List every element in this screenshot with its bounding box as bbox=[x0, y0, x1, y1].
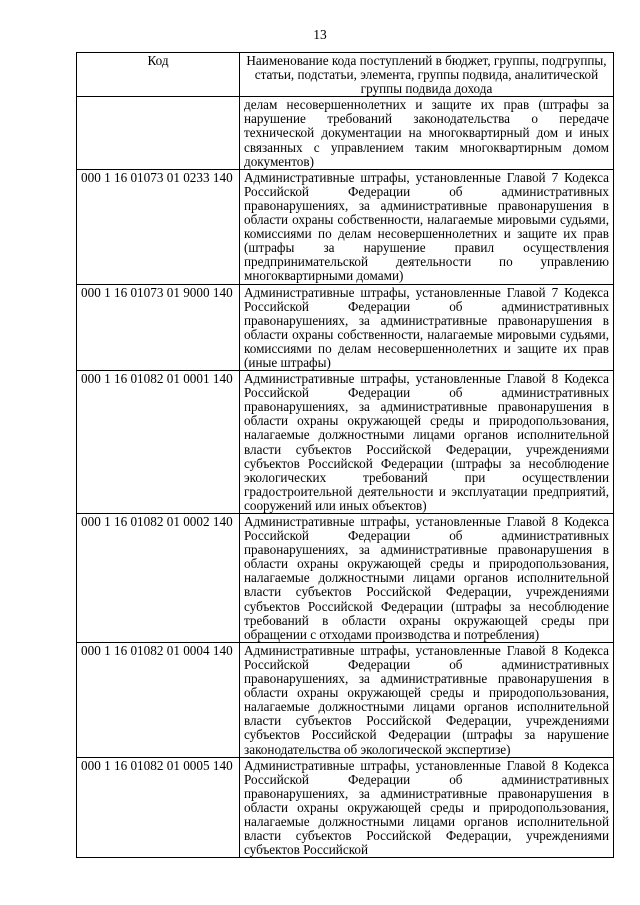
table-row bbox=[77, 97, 614, 169]
row-code: 000 1 16 01082 01 0001 140 bbox=[77, 371, 240, 514]
page-number: 13 bbox=[313, 27, 327, 42]
table-body bbox=[77, 97, 614, 858]
row-name: Административные штрафы, установленные Главой 7 Кодекса Российской Федерации об административных правонарушениях, за административные правонарушения в области охраны собственности, налагаемые мировыми судьями, комиссиями по делам несовершеннолетних и защите их прав (штрафы за нарушение правил осуществления предпринимательской деятельности по управлению многоквартирными домами) bbox=[240, 169, 614, 284]
table-row bbox=[77, 284, 614, 371]
row-name: Административные штрафы, установленные Главой 8 Кодекса Российской Федерации об административных правонарушениях, за административные правонарушения в области охраны окружающей среды и природопользования, налагаемые должностными лицами органов исполнительной власти субъектов Российской Федерации, учреждениями субъектов Российской bbox=[240, 757, 614, 858]
row-code bbox=[77, 97, 240, 169]
row-name: Административные штрафы, установленные Главой 8 Кодекса Российской Федерации об административных правонарушениях, за административные правонарушения в области охраны окружающей среды и природопользования, налагаемые должностными лицами органов исполнительной власти субъектов Российской Федерации, учреждениями субъектов Российской Федерации (штрафы за несоблюдение экологических требований при осуществлении градостроительной деятельности и эксплуатации предприятий, сооружений или иных объектов) bbox=[240, 371, 614, 514]
header-code: Код bbox=[77, 53, 240, 97]
row-code: 000 1 16 01073 01 0233 140 bbox=[77, 169, 240, 284]
table-header-row bbox=[77, 53, 614, 97]
row-code: 000 1 16 01082 01 0005 140 bbox=[77, 757, 240, 858]
row-name: делам несовершеннолетних и защите их прав (штрафы за нарушение требований законодательства о передаче технической документации на многоквартирный дом и иных связанных с управлением таким многоквартирным домом документов) bbox=[240, 97, 614, 169]
budget-income-codes-table bbox=[76, 52, 614, 858]
table-header bbox=[77, 53, 614, 97]
table-row bbox=[77, 371, 614, 514]
table-row bbox=[77, 514, 614, 643]
row-name: Административные штрафы, установленные Главой 8 Кодекса Российской Федерации об административных правонарушениях, за административные правонарушения в области охраны окружающей среды и природопользования, налагаемые должностными лицами органов исполнительной власти субъектов Российской Федерации, учреждениями субъектов Российской Федерации (штрафы за нарушение законодательства об экологической экспертизе) bbox=[240, 642, 614, 757]
header-name: Наименование кода поступлений в бюджет, группы, подгруппы, статьи, подстатьи, элемента, группы подвида, аналитической группы подвида дохода bbox=[240, 53, 614, 97]
row-code: 000 1 16 01073 01 9000 140 bbox=[77, 284, 240, 371]
table-row bbox=[77, 642, 614, 757]
table-row bbox=[77, 757, 614, 858]
table-row bbox=[77, 169, 614, 284]
row-code: 000 1 16 01082 01 0004 140 bbox=[77, 642, 240, 757]
row-name: Административные штрафы, установленные Главой 7 Кодекса Российской Федерации об административных правонарушениях, за административные правонарушения в области охраны собственности, налагаемые мировыми судьями, комиссиями по делам несовершеннолетних и защите их прав (иные штрафы) bbox=[240, 284, 614, 371]
row-name: Административные штрафы, установленные Главой 8 Кодекса Российской Федерации об административных правонарушениях, за административные правонарушения в области охраны окружающей среды и природопользования, налагаемые должностными лицами органов исполнительной власти субъектов Российской Федерации, учреждениями субъектов Российской Федерации (штрафы за несоблюдение требований в области охраны окружающей среды при обращении с отходами производства и потребления) bbox=[240, 514, 614, 643]
row-code: 000 1 16 01082 01 0002 140 bbox=[77, 514, 240, 643]
